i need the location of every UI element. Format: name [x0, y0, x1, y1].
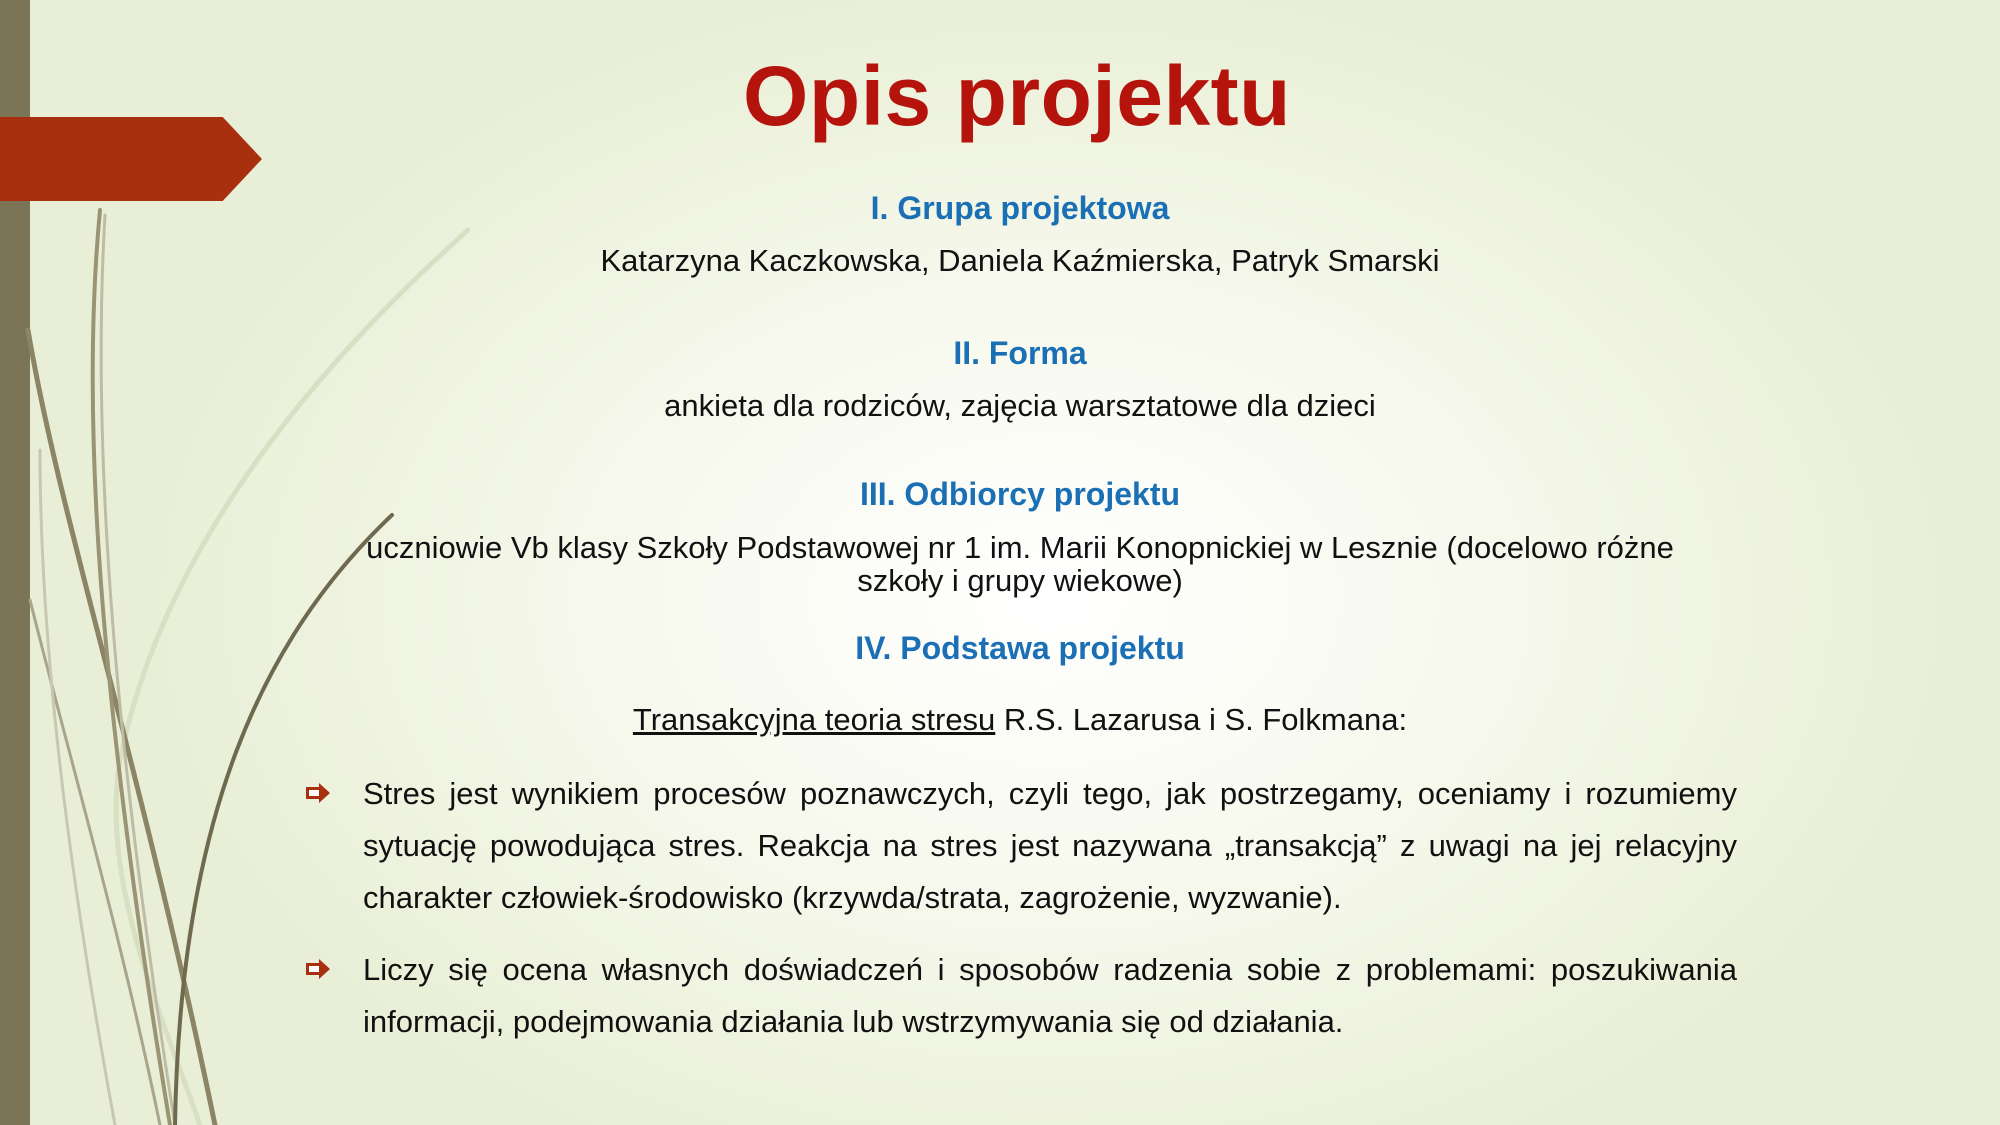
bullet-list — [305, 768, 1737, 1068]
section-audience — [300, 476, 1740, 597]
arrow-bullet-icon — [305, 958, 331, 980]
section-heading: IV. Podstawa projektu — [855, 630, 1185, 666]
bullet-item — [305, 768, 1737, 924]
section-intro — [300, 703, 1740, 736]
bullet-item — [305, 944, 1737, 1048]
section-heading: II. Forma — [953, 335, 1087, 371]
section-heading: III. Odbiorcy projektu — [859, 476, 1181, 512]
bullet-text: Liczy się ocena własnych doświadczeń i sposobów radzenia sobie z problemami: poszukiwania informacji, podejmowania działania lub wstrzymywania się od działania. — [363, 952, 1737, 1039]
section-text-line: uczniowie Vb klasy Szkoły Podstawowej nr 1 im. Marii Konopnickiej w Lesznie (docelowo różne — [366, 530, 1674, 565]
section-form — [300, 335, 1740, 422]
section-text-line: szkoły i grupy wiekowe) — [857, 563, 1183, 598]
section-text: Katarzyna Kaczkowska, Daniela Kaźmierska, Patryk Smarski — [600, 243, 1440, 278]
theory-name: Transakcyjna teoria stresu — [632, 702, 996, 737]
section-basis — [300, 630, 1740, 736]
theory-authors: R.S. Lazarusa i S. Folkmana: — [995, 702, 1408, 737]
slide-title: Opis projektu — [743, 49, 1291, 143]
section-text: ankieta dla rodziców, zajęcia warsztatowe dla dzieci — [664, 388, 1376, 423]
arrow-bullet-icon — [305, 782, 331, 804]
bullet-text: Stres jest wynikiem procesów poznawczych, czyli tego, jak postrzegamy, oceniamy i rozumiemy sytuację powodująca stres. Reakcja na stres jest nazywana „transakcją” z uwagi na jej relacyjny charakter człowiek-środowisko (krzywda/strata, zagrożenie, wyzwanie). — [363, 776, 1737, 915]
section-heading: I. Grupa projektowa — [870, 190, 1170, 226]
section-group — [300, 190, 1740, 277]
